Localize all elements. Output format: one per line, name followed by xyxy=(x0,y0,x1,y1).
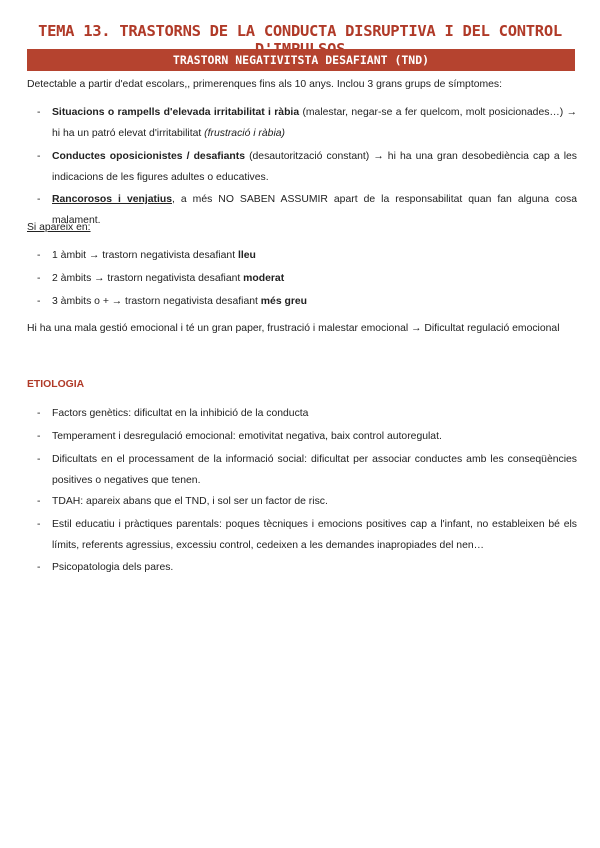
level-item xyxy=(37,268,577,289)
list-dash: - xyxy=(37,151,41,162)
list-dash: - xyxy=(37,273,41,284)
list-dash: - xyxy=(37,496,41,507)
list-dash: - xyxy=(37,107,41,118)
etiology-item xyxy=(37,557,577,578)
list-dash: - xyxy=(37,454,41,465)
level-bold: moderat xyxy=(243,273,285,284)
si-apareix-label: Si apareix en: xyxy=(27,222,91,233)
list-dash: - xyxy=(37,408,41,419)
list-dash: - xyxy=(37,194,41,205)
intro-paragraph: Detectable a partir d'edat escolars,, primerenques fins als 10 anys. Inclou 3 grans grups de símptomes: xyxy=(27,79,503,90)
etiology-item xyxy=(37,426,577,447)
symptom-bold: Conductes oposicionistes / desafiants xyxy=(52,151,245,162)
level-item xyxy=(37,245,577,266)
etiology-item xyxy=(37,514,577,556)
symptom-item xyxy=(37,102,577,144)
level-bold: més greu xyxy=(260,296,307,307)
level-text: 3 àmbits o + → trastorn negativista desafiant xyxy=(52,296,261,307)
symptom-bold: Rancorosos i venjatius xyxy=(52,194,172,205)
symptom-text: , a més NO SABEN ASSUMIR apart de la responsabilitat quan fan alguna cosa malament. xyxy=(52,194,577,226)
etiology-text: Temperament i desregulació emocional: emotivitat negativa, baix control autoregulat. xyxy=(52,431,442,442)
etiology-text: Factors genètics: dificultat en la inhibició de la conducta xyxy=(52,408,309,419)
list-dash: - xyxy=(37,250,41,261)
level-item xyxy=(37,291,577,312)
symptom-bold: Situacions o rampells d'elevada irritabilitat i ràbia xyxy=(52,107,300,118)
list-dash: - xyxy=(37,562,41,573)
etiology-text: TDAH: apareix abans que el TND, i sol ser un factor de risc. xyxy=(52,496,328,507)
etiology-text: Dificultats en el processament de la informació social: dificultat per associar conductes amb les conseqüències positives o negatives que tenen. xyxy=(52,454,577,486)
emotional-paragraph: Hi ha una mala gestió emocional i té un gran paper, frustració i malestar emocional → Dificultat regulació emocional xyxy=(27,323,560,334)
list-dash: - xyxy=(37,296,41,307)
symptom-text: (malestar, negar-se a fer quelcom, molt posicionades…) → hi ha un patró elevat d'irritabilitat xyxy=(52,107,577,139)
level-bold: lleu xyxy=(237,250,256,261)
list-dash: - xyxy=(37,519,41,530)
etiology-item xyxy=(37,449,577,491)
section-banner: TRASTORN NEGATIVITSTA DESAFIANT (TND) xyxy=(27,49,575,71)
etiology-item xyxy=(37,491,577,512)
symptom-italic: (frustració i ràbia) xyxy=(204,128,285,139)
symptom-item xyxy=(37,146,577,188)
etiology-text: Estil educatiu i pràctiques parentals: poques tècniques i emocions positives cap a l'infant, no estableixen bé els límits, referents agressius, excessiu control, cedeixen a les demandes inapropiades del nen… xyxy=(52,519,577,551)
list-dash: - xyxy=(37,431,41,442)
level-text: 1 àmbit → trastorn negativista desafiant xyxy=(52,250,238,261)
page-title: TEMA 13. TRASTORNS DE LA CONDUCTA DISRUPTIVA I DEL CONTROL xyxy=(38,22,562,40)
etiology-text: Psicopatologia dels pares. xyxy=(52,562,174,573)
etiologia-heading: ETIOLOGIA xyxy=(27,379,85,390)
level-text: 2 àmbits → trastorn negativista desafiant xyxy=(52,273,244,284)
symptom-text: (desautorització constant) → hi ha una gran desobediència cap a les indicacions de les figures adultes o educatives. xyxy=(52,151,577,183)
etiology-item xyxy=(37,403,577,424)
